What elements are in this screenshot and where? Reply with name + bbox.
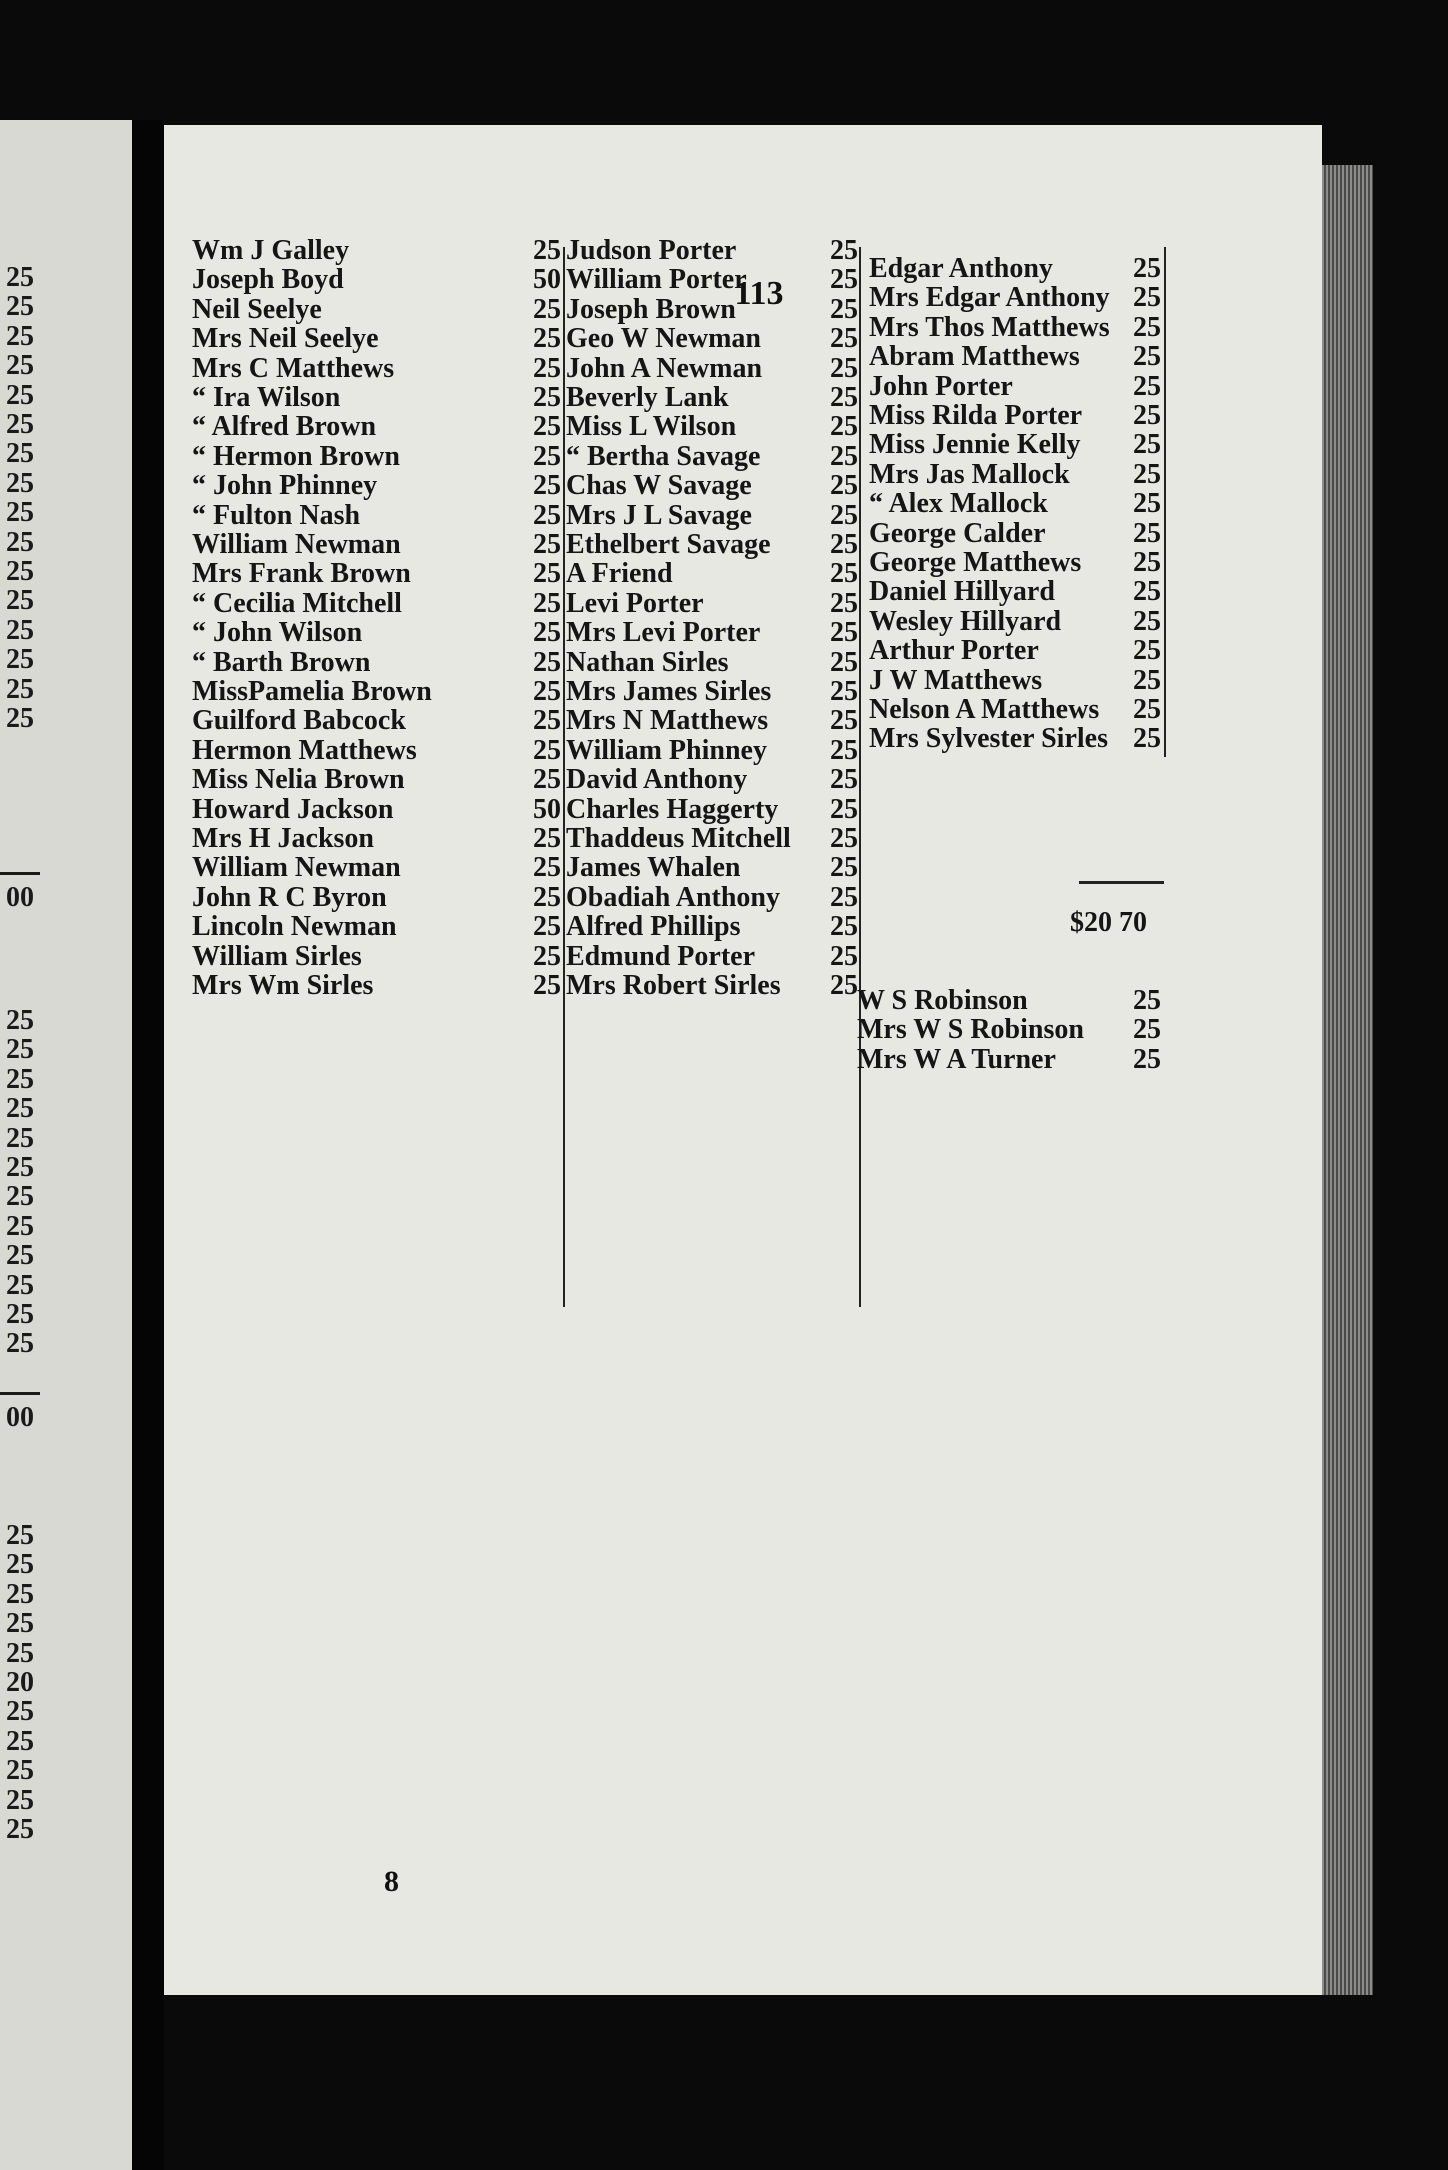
column2-entry-amount: 25	[830, 293, 858, 325]
column1-entry-amount: 25	[533, 646, 561, 678]
column1-entry-amount: 25	[533, 940, 561, 972]
page	[164, 125, 1322, 1995]
column2-entry-name: Miss L Wilson	[566, 411, 737, 443]
column3-total: $20 70	[1070, 907, 1147, 938]
column2-entry-amount: 25	[830, 587, 858, 619]
column3-entry-amount: 25	[1133, 664, 1161, 696]
column2-entry-amount: 25	[830, 499, 858, 531]
column3_extra-entry-amount: 25	[1133, 1043, 1161, 1075]
column3-entry-name: Mrs Edgar Anthony	[869, 282, 1110, 314]
column3_extra-entry-name: Mrs W A Turner	[857, 1043, 1056, 1075]
left-page-amount: 25	[6, 1063, 34, 1095]
column2-entry-amount: 25	[830, 411, 858, 443]
column3-entry-name: Edgar Anthony	[869, 253, 1053, 284]
column2-entry-amount: 25	[830, 911, 858, 943]
column3-entry-name: Miss Jennie Kelly	[869, 429, 1081, 461]
column2-entry-name: Mrs J L Savage	[566, 499, 752, 531]
column3-entry-name: Mrs Jas Mallock	[869, 458, 1070, 490]
column3_extra-entry-amount: 25	[1133, 1014, 1161, 1046]
left-page-amount: 25	[6, 703, 34, 734]
left-page-amount: 25	[6, 291, 34, 323]
column2-entry-name: William Porter	[566, 264, 747, 296]
column2-entry-name: William Phinney	[566, 734, 767, 766]
column2-entry-name: Thaddeus Mitchell	[566, 823, 791, 854]
left-page-amount: 25	[6, 497, 34, 529]
column2-entry-amount: 25	[830, 235, 858, 266]
left-page-amount: 25	[6, 467, 34, 499]
left-page-amount: 25	[6, 379, 34, 411]
column3-entry-name: Arthur Porter	[869, 635, 1039, 667]
column1-entry-name: Mrs Frank Brown	[192, 558, 411, 590]
column1-entry-name: Mrs Neil Seelye	[192, 323, 379, 355]
column1-entry-name: “ Barth Brown	[192, 646, 371, 678]
column1-entry-name: “ Ira Wilson	[192, 382, 341, 413]
column3_extra-entry-name: W S Robinson	[857, 985, 1028, 1016]
book-gutter	[132, 120, 164, 2170]
column1-entry-amount: 25	[533, 764, 561, 796]
column-divider-3	[1164, 247, 1166, 757]
column2-entry-amount: 25	[830, 705, 858, 737]
column2-entry-name: Mrs Robert Sirles	[566, 970, 781, 1001]
column2-entry-amount: 25	[830, 352, 858, 384]
left-page-amount: 20	[6, 1667, 34, 1698]
left-page-amount: 25	[6, 1696, 34, 1728]
column1-entry-amount: 25	[533, 734, 561, 766]
column1-entry-amount: 25	[533, 499, 561, 531]
page-number: 113	[734, 275, 784, 312]
column2-entry-amount: 25	[830, 793, 858, 825]
column1-entry-amount: 25	[533, 705, 561, 737]
left-page-amount: 25	[6, 320, 34, 352]
left-page-fragment	[0, 120, 132, 2170]
column3-entry-amount: 25	[1133, 341, 1161, 373]
column1-entry-name: Mrs C Matthews	[192, 352, 395, 384]
column1-entry-name: Guilford Babcock	[192, 705, 406, 737]
column-divider-2	[859, 247, 861, 1307]
column3-entry-amount: 25	[1133, 605, 1161, 637]
column1-entry-amount: 25	[533, 440, 561, 472]
left-page-subtotal: 00	[6, 882, 34, 913]
column3-entry-amount: 25	[1133, 635, 1161, 667]
column3-entry-name: Nelson A Matthews	[869, 694, 1100, 725]
column1-entry-name: “ John Wilson	[192, 617, 363, 649]
column2-entry-name: Mrs James Sirles	[566, 676, 772, 707]
column1-entry-name: Joseph Boyd	[192, 264, 344, 296]
column3-entry-amount: 25	[1133, 488, 1161, 520]
column2-entry-name: Charles Haggerty	[566, 793, 779, 825]
column1-entry-amount: 25	[533, 676, 561, 707]
column1-entry-amount: 25	[533, 470, 561, 502]
column2-entry-amount: 25	[830, 470, 858, 502]
column1-entry-amount: 25	[533, 970, 561, 1001]
left-page-amount: 25	[6, 614, 34, 646]
column1-entry-name: Howard Jackson	[192, 793, 394, 825]
left-page-amount: 25	[6, 1210, 34, 1242]
column1-entry-name: Neil Seelye	[192, 293, 322, 325]
column3-entry-name: John Porter	[869, 370, 1013, 402]
column2-entry-name: Joseph Brown	[566, 293, 736, 325]
column1-entry-amount: 25	[533, 529, 561, 560]
column1-entry-name: “ Alfred Brown	[192, 411, 377, 443]
left-page-amount: 25	[6, 585, 34, 617]
column3-entry-name: J W Matthews	[869, 664, 1043, 696]
column1-entry-name: William Newman	[192, 529, 401, 560]
column1-entry-name: Wm J Galley	[192, 235, 350, 266]
column3-entry-amount: 25	[1133, 400, 1161, 431]
left-page-amount: 25	[6, 1549, 34, 1581]
left-page-amount: 25	[6, 556, 34, 587]
column2-entry-name: Geo W Newman	[566, 323, 761, 355]
column3-entry-name: Abram Matthews	[869, 341, 1080, 373]
left-page-amount: 25	[6, 1093, 34, 1125]
column3-entry-name: George Calder	[869, 517, 1046, 549]
column1-entry-name: John R C Byron	[192, 881, 387, 913]
column2-entry-amount: 25	[830, 852, 858, 884]
column1-entry-amount: 50	[533, 793, 561, 825]
column3-entry-amount: 25	[1133, 311, 1161, 343]
column2-entry-name: A Friend	[566, 558, 673, 590]
left-page-amount: 25	[6, 262, 34, 293]
column1-entry-amount: 25	[533, 382, 561, 413]
column2-entry-name: Edmund Porter	[566, 940, 755, 972]
left-page-amount: 25	[6, 1122, 34, 1154]
column3-entry-amount: 25	[1133, 517, 1161, 549]
column1-entry-amount: 25	[533, 852, 561, 884]
column3-entry-amount: 25	[1133, 694, 1161, 725]
column2-entry-amount: 25	[830, 264, 858, 296]
column2-entry-name: Chas W Savage	[566, 470, 752, 502]
column2-entry-name: Judson Porter	[566, 235, 737, 266]
left-page-amount: 25	[6, 1181, 34, 1213]
column2-entry-name: Mrs N Matthews	[566, 705, 769, 737]
column2-entry-name: Ethelbert Savage	[566, 529, 771, 560]
left-page-amount: 25	[6, 1608, 34, 1640]
column3-entry-amount: 25	[1133, 458, 1161, 490]
left-page-amount: 25	[6, 1034, 34, 1066]
column2-entry-name: Nathan Sirles	[566, 646, 729, 678]
left-page-amount: 25	[6, 1328, 34, 1360]
column3-entry-name: Miss Rilda Porter	[869, 400, 1083, 431]
left-page-amount: 25	[6, 1755, 34, 1787]
column2-entry-amount: 25	[830, 646, 858, 678]
column2-entry-name: David Anthony	[566, 764, 748, 796]
column1-entry-name: Mrs Wm Sirles	[192, 970, 374, 1001]
left-page-amount: 25	[6, 1152, 34, 1183]
column1-entry-name: “ John Phinney	[192, 470, 378, 502]
page-edges	[1318, 165, 1373, 1995]
column2-entry-amount: 25	[830, 734, 858, 766]
column1-entry-amount: 25	[533, 911, 561, 943]
column3-entry-name: “ Alex Mallock	[869, 488, 1048, 520]
column3-entry-name: Mrs Sylvester Sirles	[869, 723, 1108, 755]
column3-entry-amount: 25	[1133, 547, 1161, 578]
column2-entry-amount: 25	[830, 382, 858, 413]
column2-entry-amount: 25	[830, 970, 858, 1001]
column2-entry-amount: 25	[830, 823, 858, 854]
left-page-amount: 25	[6, 409, 34, 440]
left-page-amount: 25	[6, 438, 34, 470]
left-page-amount: 25	[6, 1005, 34, 1036]
column3-entry-amount: 25	[1133, 253, 1161, 284]
left-page-amount: 25	[6, 673, 34, 705]
left-page-amount: 25	[6, 644, 34, 676]
column2-entry-amount: 25	[830, 676, 858, 707]
column1-entry-name: Lincoln Newman	[192, 911, 397, 943]
column1-entry-name: William Sirles	[192, 940, 362, 972]
left-page-rule	[0, 1392, 40, 1395]
column2-entry-amount: 25	[830, 529, 858, 560]
column2-entry-amount: 25	[830, 440, 858, 472]
left-page-amount: 25	[6, 1578, 34, 1610]
left-page-amount: 25	[6, 1814, 34, 1845]
column2-entry-amount: 25	[830, 617, 858, 649]
left-page-subtotal: 00	[6, 1402, 34, 1433]
column3-entry-amount: 25	[1133, 282, 1161, 314]
column1-entry-name: “ Fulton Nash	[192, 499, 361, 531]
column3_extra-entry-amount: 25	[1133, 985, 1161, 1016]
left-page-amount: 25	[6, 350, 34, 382]
column1-entry-amount: 25	[533, 881, 561, 913]
column2-entry-name: John A Newman	[566, 352, 763, 384]
column2-entry-amount: 25	[830, 881, 858, 913]
total-rule	[1079, 881, 1164, 884]
column3-entry-amount: 25	[1133, 723, 1161, 755]
column1-entry-amount: 25	[533, 323, 561, 355]
column2-entry-name: James Whalen	[566, 852, 741, 884]
column1-entry-amount: 25	[533, 411, 561, 443]
column1-entry-amount: 25	[533, 587, 561, 619]
left-page-amount: 25	[6, 1725, 34, 1757]
column1-entry-name: MissPamelia Brown	[192, 676, 432, 707]
left-page-amount: 25	[6, 1299, 34, 1330]
column1-entry-amount: 25	[533, 558, 561, 590]
left-page-rule	[0, 872, 40, 875]
column3-entry-name: George Matthews	[869, 547, 1082, 578]
column1-entry-amount: 25	[533, 352, 561, 384]
column2-entry-name: Obadiah Anthony	[566, 881, 780, 913]
column3-entry-name: Daniel Hillyard	[869, 576, 1055, 608]
column3-entry-amount: 25	[1133, 576, 1161, 608]
column3-entry-amount: 25	[1133, 429, 1161, 461]
column-divider-1	[563, 247, 565, 1307]
column3-entry-name: Mrs Thos Matthews	[869, 311, 1110, 343]
column1-entry-name: “ Hermon Brown	[192, 440, 400, 472]
column3-entry-amount: 25	[1133, 370, 1161, 402]
column1-entry-name: Miss Nelia Brown	[192, 764, 405, 796]
column2-entry-amount: 25	[830, 558, 858, 590]
column3-entry-name: Wesley Hillyard	[869, 605, 1062, 637]
column1-entry-name: William Newman	[192, 852, 401, 884]
column1-entry-amount: 25	[533, 617, 561, 649]
column1-entry-amount: 25	[533, 293, 561, 325]
folio: 8	[384, 1865, 399, 1898]
left-page-amount: 25	[6, 1240, 34, 1272]
left-page-amount: 25	[6, 1520, 34, 1551]
column1-entry-name: “ Cecilia Mitchell	[192, 587, 402, 619]
column2-entry-amount: 25	[830, 323, 858, 355]
column2-entry-amount: 25	[830, 940, 858, 972]
left-page-amount: 25	[6, 1637, 34, 1669]
column2-entry-name: “ Bertha Savage	[566, 440, 761, 472]
column3_extra-entry-name: Mrs W S Robinson	[857, 1014, 1084, 1046]
left-page-amount: 25	[6, 526, 34, 558]
column2-entry-name: Levi Porter	[566, 587, 704, 619]
column2-entry-name: Alfred Phillips	[566, 911, 741, 943]
column1-entry-amount: 25	[533, 235, 561, 266]
column1-entry-name: Hermon Matthews	[192, 734, 417, 766]
column1-entry-amount: 50	[533, 264, 561, 296]
column2-entry-name: Mrs Levi Porter	[566, 617, 761, 649]
left-page-amount: 25	[6, 1784, 34, 1816]
column2-entry-amount: 25	[830, 764, 858, 796]
column1-entry-name: Mrs H Jackson	[192, 823, 374, 854]
left-page-amount: 25	[6, 1269, 34, 1301]
column1-entry-amount: 25	[533, 823, 561, 854]
column2-entry-name: Beverly Lank	[566, 382, 729, 413]
